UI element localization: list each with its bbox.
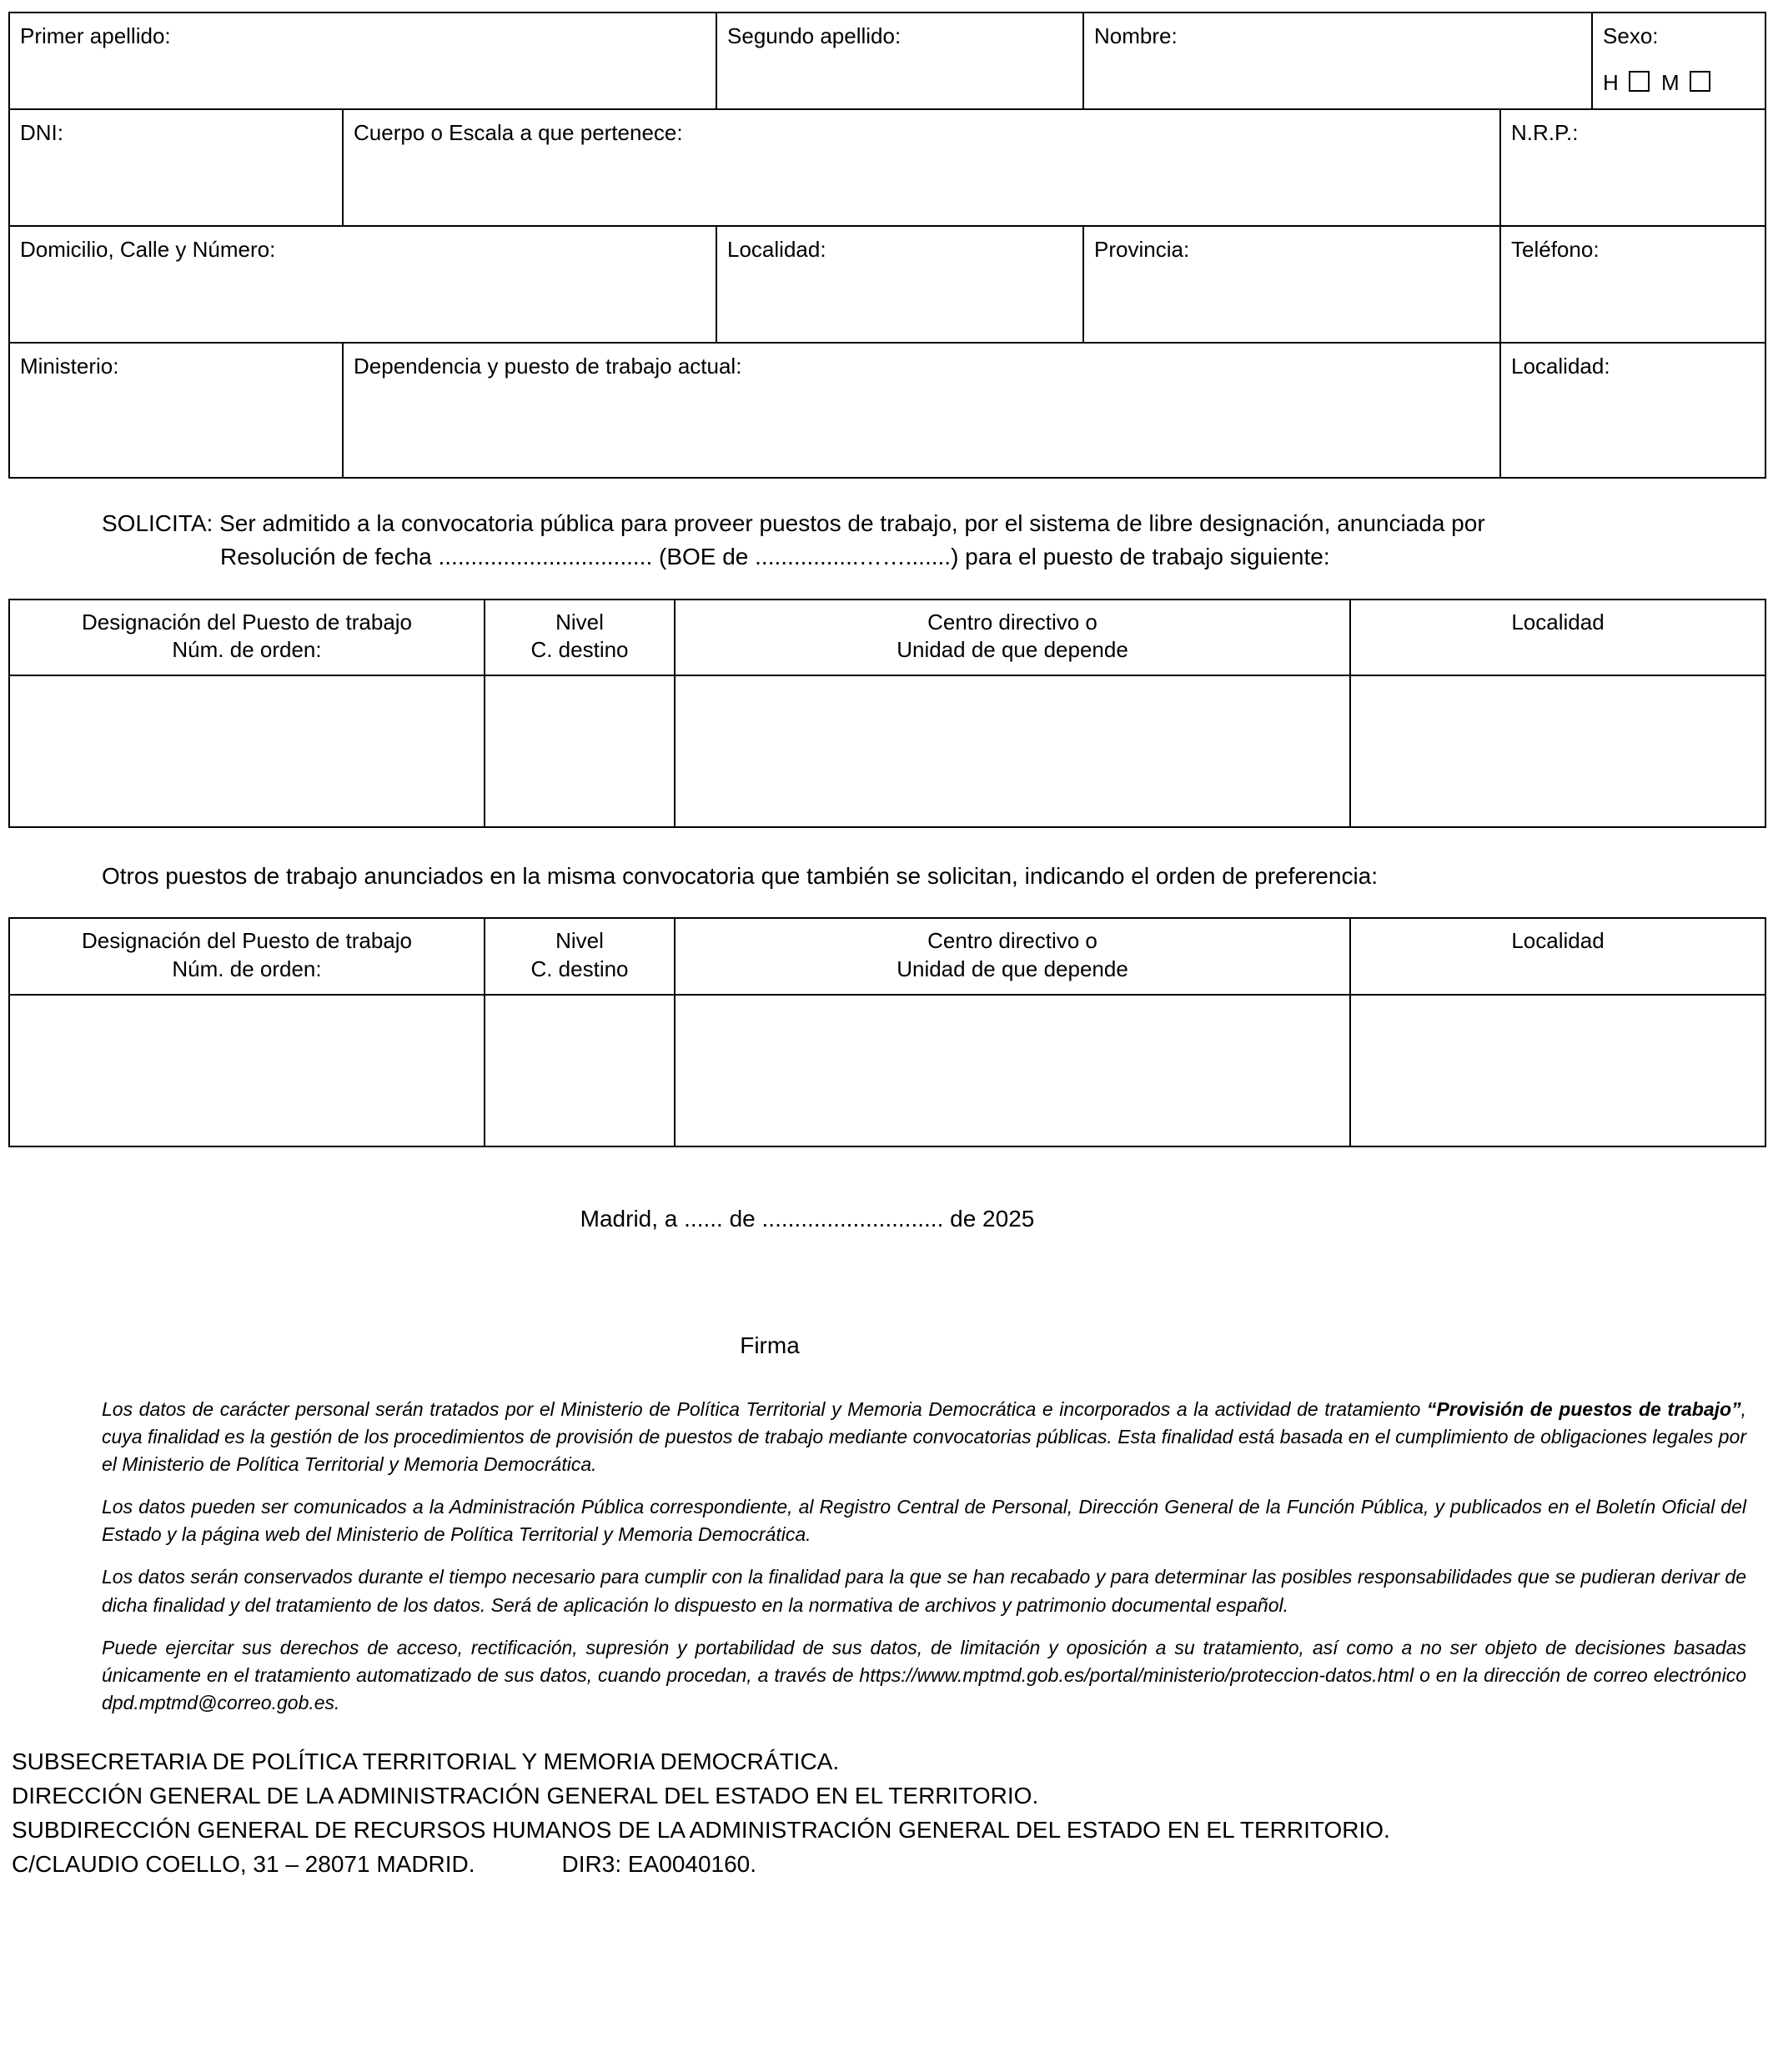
field-cuerpo-escala[interactable] — [343, 109, 1500, 226]
header-designacion-line2: Núm. de orden: — [172, 956, 322, 982]
label-primer-apellido: Primer apellido: — [20, 23, 171, 48]
header-nivel-line1: Nivel — [555, 928, 604, 954]
field-ministerio[interactable] — [9, 343, 343, 478]
solicita-paragraph — [8, 507, 1765, 574]
legal-notice — [8, 1396, 1765, 1717]
label-nombre: Nombre: — [1094, 23, 1178, 48]
table-header-row — [9, 918, 1765, 995]
header-centro-line1: Centro directivo o — [927, 928, 1097, 954]
field-telefono[interactable] — [1500, 226, 1765, 343]
label-provincia: Provincia: — [1094, 237, 1190, 262]
otros-puestos-paragraph: Otros puestos de trabajo anunciados en la misma convocatoria que también se solicitan, indicando el orden de preferencia: — [102, 863, 1379, 890]
field-localidad-destino[interactable] — [1500, 343, 1765, 478]
legal-p1-part3: , cuya finalidad es la gestión de los procedimientos de provisión de puestos de trabajo mediante convocatorias públicas. Esta finalidad está basada en el cumplimiento de obligaciones legales por el Ministerio de Política Territorial y Memoria Democrática. — [102, 1397, 1746, 1476]
label-localidad: Localidad: — [727, 237, 826, 262]
legal-paragraph-1 — [102, 1396, 1746, 1478]
input-nivel[interactable] — [485, 995, 675, 1146]
footer-line-4 — [12, 1848, 1765, 1882]
checkbox-sexo-m[interactable] — [1690, 71, 1710, 92]
label-ministerio: Ministerio: — [20, 354, 119, 379]
checkbox-sexo-h[interactable] — [1629, 71, 1650, 92]
field-dni[interactable] — [9, 109, 343, 226]
header-designacion-line1: Designación del Puesto de trabajo — [81, 928, 413, 954]
field-domicilio[interactable] — [9, 226, 716, 343]
personal-data-table — [8, 12, 1766, 479]
input-designacion[interactable] — [9, 995, 485, 1146]
header-centro-line2: Unidad de que depende — [897, 956, 1128, 982]
field-nombre[interactable] — [1083, 13, 1592, 109]
input-centro[interactable] — [675, 675, 1350, 827]
header-nivel-line2: C. destino — [530, 956, 629, 982]
label-domicilio: Domicilio, Calle y Número: — [20, 237, 276, 262]
field-segundo-apellido[interactable] — [716, 13, 1083, 109]
table-row — [9, 13, 1765, 109]
firma-label: Firma — [740, 1332, 800, 1358]
header-designacion — [9, 918, 485, 995]
sexo-options — [1603, 68, 1755, 97]
table-row — [9, 995, 1765, 1146]
table-row — [9, 226, 1765, 343]
legal-paragraph-4: Puede ejercitar sus derechos de acceso, rectificación, supresión y portabilidad de sus datos, de limitación y oposición a su tratamiento, así como a no ser objeto de decisiones basadas únicamente en el tratamiento automatizado de sus datos, cuando procedan, a través de https://www.mptmd.gob.es/portal/ministerio/proteccion-datos.html o en la dirección de correo electrónico dpd.mptmd@correo.gob.es. — [102, 1636, 1746, 1713]
legal-paragraph-3: Los datos serán conservados durante el tiempo necesario para cumplir con la finalidad para la que se han recabado y para determinar las posibles responsabilidades que se pudieran derivar de dicha finalidad y del tratamiento de los datos. Será de aplicación lo dispuesto en la normativa de archivos y patrimonio documental español. — [102, 1566, 1746, 1616]
header-nivel — [485, 600, 675, 676]
label-sexo-h: H — [1603, 70, 1620, 96]
header-nivel-line1: Nivel — [555, 609, 604, 635]
solicita-line-1: SOLICITA: Ser admitido a la convocatoria pública para proveer puestos de trabajo, por el sistema de libre designación, anunciada por — [102, 510, 1485, 536]
footer-line-3: SUBDIRECCIÓN GENERAL DE RECURSOS HUMANOS DE LA ADMINISTRACIÓN GENERAL DEL ESTADO EN EL TERRITORIO. — [12, 1816, 1390, 1843]
otros-puestos-table — [8, 917, 1766, 1147]
header-centro-line1: Centro directivo o — [927, 609, 1097, 635]
label-dependencia: Dependencia y puesto de trabajo actual: — [354, 354, 742, 379]
footer-dir3: DIR3: EA0040160. — [561, 1850, 757, 1877]
label-sexo: Sexo: — [1603, 23, 1659, 48]
footer-line-1: SUBSECRETARIA DE POLÍTICA TERRITORIAL Y MEMORIA DEMOCRÁTICA. — [12, 1748, 840, 1774]
header-centro — [675, 918, 1350, 995]
label-dni: DNI: — [20, 120, 63, 145]
input-centro[interactable] — [675, 995, 1350, 1146]
table-row — [9, 675, 1765, 827]
label-localidad-destino: Localidad: — [1511, 354, 1610, 379]
header-nivel-line2: C. destino — [530, 637, 629, 663]
label-sexo-m: M — [1661, 70, 1680, 96]
footer-address — [8, 1745, 1765, 1882]
input-localidad[interactable] — [1350, 675, 1765, 827]
input-designacion[interactable] — [9, 675, 485, 827]
header-localidad-text: Localidad — [1511, 928, 1605, 954]
field-sexo[interactable] — [1592, 13, 1765, 109]
label-segundo-apellido: Segundo apellido: — [727, 23, 902, 48]
input-localidad[interactable] — [1350, 995, 1765, 1146]
table-header-row — [9, 600, 1765, 676]
legal-paragraph-2: Los datos pueden ser comunicados a la Administración Pública correspondiente, al Registro Central de Personal, Dirección General de la Función Pública, y publicados en el Boletín Oficial del Estado y la página web del Ministerio de Política Territorial y Memoria Democrática. — [102, 1496, 1746, 1546]
table-row — [9, 109, 1765, 226]
footer-address-text: C/CLAUDIO COELLO, 31 – 28071 MADRID. — [12, 1850, 475, 1877]
legal-p1-part1: Los datos de carácter personal serán tratados por el Ministerio de Política Territorial y Memoria Democrática e incorporados a la actividad de tratamiento — [102, 1397, 1427, 1420]
header-localidad — [1350, 918, 1765, 995]
legal-p1-bold: “Provisión de puestos de trabajo” — [1426, 1397, 1741, 1420]
field-primer-apellido[interactable] — [9, 13, 716, 109]
fecha-line[interactable]: Madrid, a ...... de ............................ de 2025 — [580, 1205, 1035, 1232]
header-designacion-line2: Núm. de orden: — [172, 637, 322, 663]
solicita-line-2: Resolución de fecha ................................. (BOE de ................…….......) para el puesto de trabajo siguiente: — [220, 543, 1330, 569]
field-dependencia[interactable] — [343, 343, 1500, 478]
header-nivel — [485, 918, 675, 995]
header-localidad — [1350, 600, 1765, 676]
header-localidad-text: Localidad — [1511, 609, 1605, 635]
field-nrp[interactable] — [1500, 109, 1765, 226]
label-nrp: N.R.P.: — [1511, 120, 1579, 145]
header-designacion — [9, 600, 485, 676]
puesto-solicitado-table — [8, 599, 1766, 829]
label-cuerpo-escala: Cuerpo o Escala a que pertenece: — [354, 120, 683, 145]
field-localidad[interactable] — [716, 226, 1083, 343]
header-centro-line2: Unidad de que depende — [897, 637, 1128, 663]
input-nivel[interactable] — [485, 675, 675, 827]
header-designacion-line1: Designación del Puesto de trabajo — [81, 609, 413, 635]
footer-line-2: DIRECCIÓN GENERAL DE LA ADMINISTRACIÓN GENERAL DEL ESTADO EN EL TERRITORIO. — [12, 1782, 1039, 1809]
table-row — [9, 343, 1765, 478]
label-telefono: Teléfono: — [1511, 237, 1600, 262]
field-provincia[interactable] — [1083, 226, 1500, 343]
header-centro — [675, 600, 1350, 676]
